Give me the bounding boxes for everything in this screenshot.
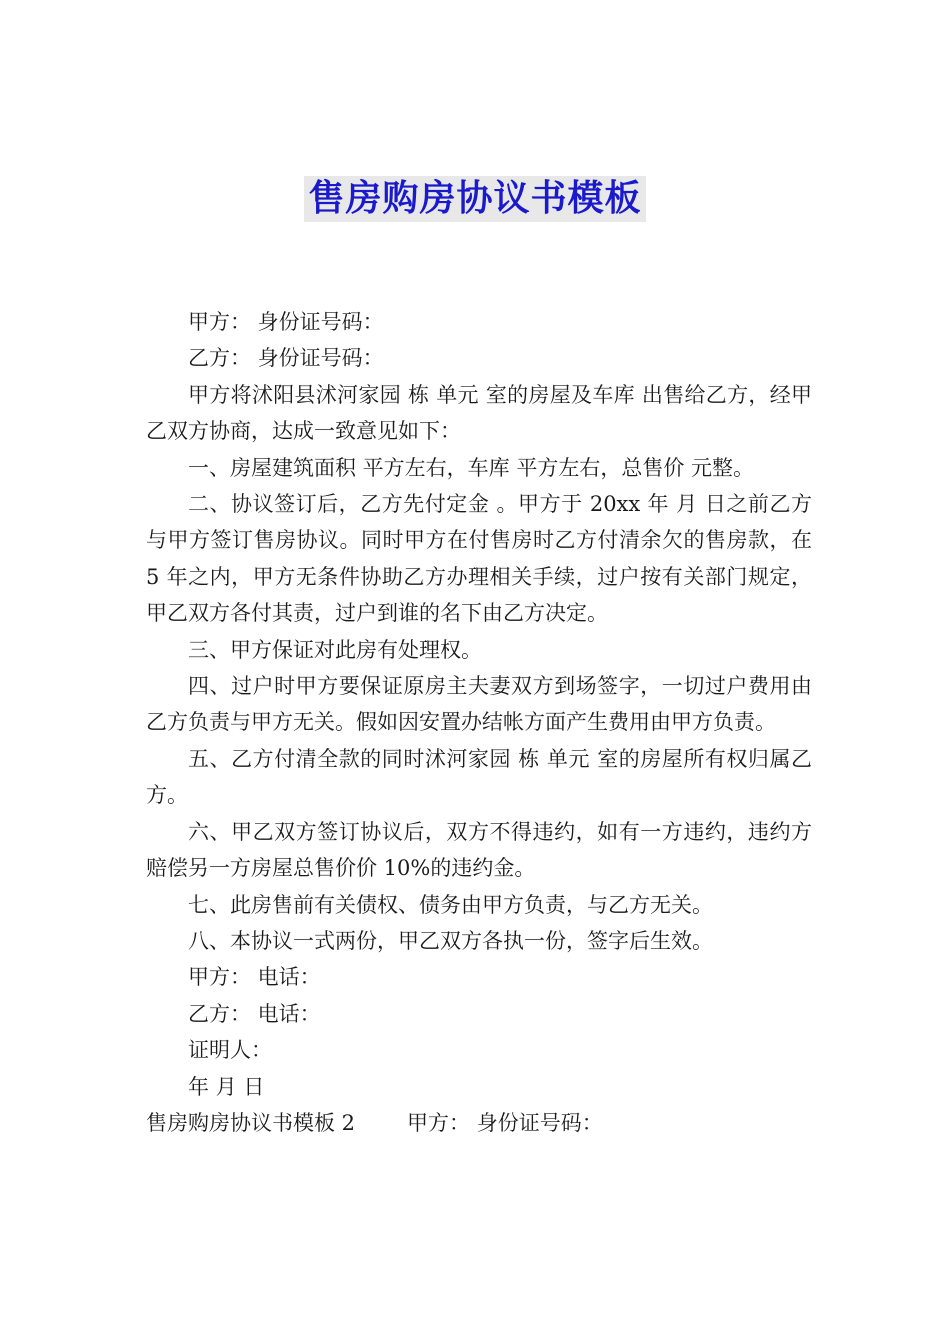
signature-party-a-phone: 甲方： 电话： <box>188 965 321 990</box>
paragraph-intro: 甲方将沭阳县沭河家园 栋 单元 室的房屋及车库 出售给乙方，经甲乙双方协商，达成一致意见如下： <box>146 382 812 444</box>
document-body <box>146 304 812 1141</box>
clause-6: 六、甲乙双方签订协议后，双方不得违约，如有一方违约，违约方赔偿另一方房屋总售价价 10%的违约金。 <box>146 819 812 881</box>
clause-2: 二、协议签订后，乙方先付定金 。甲方于 20xx 年 月 日之前乙方与甲方签订售房协议。同时甲方在付售房时乙方付清余欠的售房款，在 5 年之内，甲方无条件协助乙方办理相关手续，过户按有关部门规定，甲乙双方各付其责，过户到谁的名下由乙方决定。 <box>146 492 812 626</box>
clause-7: 七、此房售前有关债权、债务由甲方负责，与乙方无关。 <box>188 892 713 917</box>
signature-date: 年 月 日 <box>188 1074 265 1099</box>
footer-left-text: 售房购房协议书模板 2 <box>146 1110 356 1135</box>
paragraph-party-a: 甲方： 身份证号码： <box>188 310 384 334</box>
document-title: 售房购房协议书模板 <box>304 176 645 222</box>
footer-right-text: 甲方： 身份证号码： <box>407 1110 603 1135</box>
clause-8: 八、本协议一式两份，甲乙双方各执一份，签字后生效。 <box>188 928 713 953</box>
title-container <box>0 176 950 222</box>
signature-witness: 证明人： <box>188 1038 272 1063</box>
clause-4: 四、过户时甲方要保证原房主夫妻双方到场签字，一切过户费用由乙方负责与甲方无关。假如因安置办结帐方面产生费用由甲方负责。 <box>146 674 812 735</box>
clause-3: 三、甲方保证对此房有处理权。 <box>188 637 482 662</box>
footer-line <box>146 1105 812 1141</box>
signature-party-b-phone: 乙方： 电话： <box>188 1001 321 1026</box>
clause-1: 一、房屋建筑面积 平方左右，车库 平方左右，总售价 元整。 <box>188 455 755 480</box>
paragraph-party-b: 乙方： 身份证号码： <box>188 346 384 371</box>
clause-5: 五、乙方付清全款的同时沭河家园 栋 单元 室的房屋所有权归属乙方。 <box>146 746 812 808</box>
